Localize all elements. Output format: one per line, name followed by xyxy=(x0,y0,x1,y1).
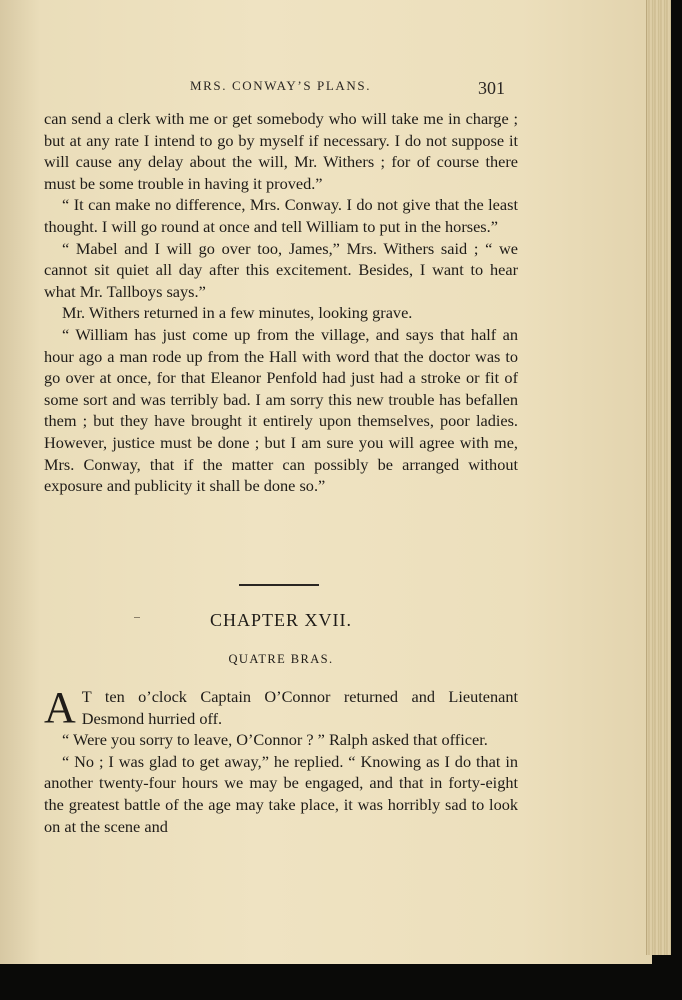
paragraph: “ Were you sorry to leave, O’Connor ? ” Ralph asked that officer. xyxy=(62,730,488,750)
drop-cap: A xyxy=(44,683,76,732)
paragraph: can send a clerk with me or get somebody who will take me in charge ; but at any rate I intend to go by myself if necessary. I do not suppose it will cause any delay about the will, Mr. Withers ; for of course there must be some trouble in having it proved.” xyxy=(44,109,518,193)
spine-shadow xyxy=(0,0,40,964)
body-text xyxy=(44,108,518,497)
chapter-body-text xyxy=(44,683,518,837)
page-edges xyxy=(646,0,671,955)
paragraph: “ No ; I was glad to get away,” he replied. “ Knowing as I do that in another twenty-four hours we may be engaged, and that in forty-eight the greatest battle of the age may take place, it was horribly sad to look on at the scene and xyxy=(44,751,518,836)
paragraph: “ It can make no difference, Mrs. Conway. I do not give that the least thought. I will go round at once and tell William to put in the horses.” xyxy=(44,195,518,236)
chapter-title: CHAPTER XVII. xyxy=(210,610,352,630)
first-paragraph-text: T ten o’clock Captain O’Connor returned and Lieutenant Desmond hurried off. xyxy=(81,687,518,728)
paragraph: “ William has just come up from the village, and says that half an hour ago a man rode up from the Hall with word that the doctor was to go over at once, for that Eleanor Penfold had just had a stroke or fit of some sort and was terribly bad. I am sorry this new trouble has befallen them ; but they have brought it entirely upon themselves, poor ladies. However, justice must be done ; but I am sure you will agree with me, Mrs. Conway, that if the matter can possibly be arranged without exposure and publicity it shall be done so.” xyxy=(44,324,518,496)
paragraph: “ Mabel and I will go over too, James,” Mrs. Withers said ; “ we cannot sit quiet all day after this excitement. Besides, I want to hear what Mr. Tallboys says.” xyxy=(44,238,518,301)
chapter-divider-rule xyxy=(239,584,319,586)
chapter-subtitle: QUATRE BRAS. xyxy=(228,652,334,666)
running-head: MRS. CONWAY’S PLANS. xyxy=(190,78,372,93)
page-number: 301 xyxy=(478,78,505,98)
scan-background xyxy=(0,964,682,1000)
paragraph: Mr. Withers returned in a few minutes, looking grave. xyxy=(62,303,413,323)
chapter-first-paragraph xyxy=(44,683,518,732)
